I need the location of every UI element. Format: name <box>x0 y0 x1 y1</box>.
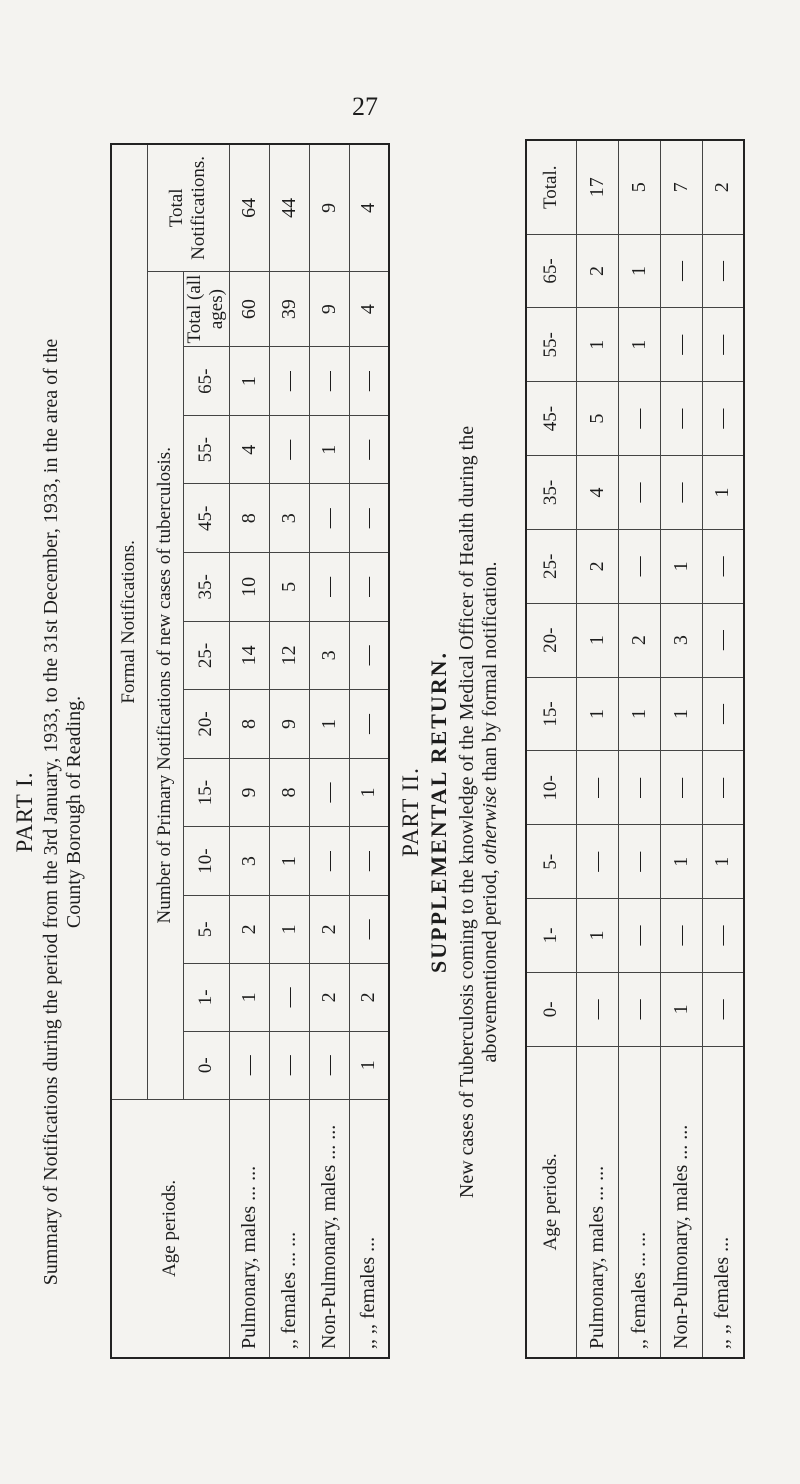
total-cell: 7 <box>660 140 702 234</box>
table-cell: — <box>702 308 744 382</box>
table-cell: — <box>618 751 660 825</box>
row-label: ,, females ... ... <box>618 1046 660 1358</box>
part2-age-periods-header: Age periods. <box>526 1046 576 1358</box>
table-row <box>618 140 660 1358</box>
table-cell: 1 <box>269 895 309 963</box>
table-cell: 1 <box>618 234 660 308</box>
table-cell: — <box>269 1031 309 1099</box>
table-cell: — <box>702 603 744 677</box>
row-label: ,, ,, females ... <box>702 1046 744 1358</box>
total-all-ages-cell: 60 <box>229 271 269 347</box>
age-column-header: 15- <box>183 758 229 827</box>
table-cell: — <box>349 347 389 416</box>
table-row <box>269 144 309 1358</box>
table-row <box>702 140 744 1358</box>
age-column-header: 55- <box>183 415 229 484</box>
table-cell: 1 <box>309 690 349 759</box>
part1-primary-notifications-header: Number of Primary Notifications of new cases of tuberculosis. <box>147 271 183 1099</box>
table-cell: — <box>349 895 389 963</box>
table-cell: — <box>309 347 349 416</box>
part2-total-header: Total. <box>526 140 576 234</box>
table-cell: 1 <box>660 529 702 603</box>
table-cell: 8 <box>229 484 269 553</box>
table-cell: 2 <box>618 603 660 677</box>
table-cell: 1 <box>309 415 349 484</box>
table-cell: — <box>229 1031 269 1099</box>
total-all-ages-header: Total (all ages) <box>183 271 229 347</box>
age-column-header: 10- <box>183 827 229 896</box>
table-cell: 3 <box>229 827 269 896</box>
total-all-ages-cell: 9 <box>309 271 349 347</box>
table-row <box>349 144 389 1358</box>
table-cell: — <box>576 751 618 825</box>
part1-title: PART I. <box>12 771 37 853</box>
table-row <box>309 144 349 1358</box>
age-column-header: 55- <box>526 308 576 382</box>
table-cell: — <box>349 553 389 622</box>
table-cell: 2 <box>309 963 349 1031</box>
part1-table <box>110 143 390 1359</box>
table-cell: 1 <box>660 825 702 899</box>
table-cell: 14 <box>229 621 269 690</box>
total-cell: 5 <box>618 140 660 234</box>
row-label: ,, ,, females ... <box>349 1099 389 1358</box>
table-cell: — <box>702 899 744 973</box>
table-row <box>576 140 618 1358</box>
row-label: Non-Pulmonary, males ... ... <box>309 1099 349 1358</box>
part1-subtitle <box>40 252 86 1372</box>
table-cell: — <box>576 825 618 899</box>
table-cell: 2 <box>576 529 618 603</box>
table-cell: 1 <box>702 456 744 530</box>
table-cell: 2 <box>349 963 389 1031</box>
table-cell: 1 <box>702 825 744 899</box>
table-cell: 1 <box>576 603 618 677</box>
part2-title: PART II. <box>398 767 423 857</box>
age-column-header: 0- <box>526 972 576 1046</box>
table-cell: 3 <box>269 484 309 553</box>
table-cell: — <box>702 234 744 308</box>
total-all-ages-cell: 4 <box>349 271 389 347</box>
age-column-header: 20- <box>183 690 229 759</box>
table-cell: — <box>269 347 309 416</box>
table-cell: 3 <box>660 603 702 677</box>
row-label: Pulmonary, males ... ... <box>229 1099 269 1358</box>
table-cell: — <box>349 415 389 484</box>
table-cell: 1 <box>229 347 269 416</box>
table-cell: 8 <box>269 758 309 827</box>
table-row <box>660 140 702 1358</box>
table-cell: — <box>660 899 702 973</box>
table-cell: — <box>618 972 660 1046</box>
table-cell: 10 <box>229 553 269 622</box>
part1-subtitle-line2: County Borough of Reading. <box>63 695 85 929</box>
part1-total-notifications-header: Total Notifications. <box>147 144 229 271</box>
table-cell: — <box>309 553 349 622</box>
table-cell: — <box>269 415 309 484</box>
table-cell: 1 <box>576 677 618 751</box>
table-cell: 1 <box>229 963 269 1031</box>
table-cell: — <box>660 308 702 382</box>
age-column-header: 35- <box>526 456 576 530</box>
table-cell: 1 <box>618 308 660 382</box>
part2-subtitle: SUPPLEMENTAL RETURN. <box>426 651 451 973</box>
table-cell: 8 <box>229 690 269 759</box>
table-cell: — <box>309 484 349 553</box>
total-all-ages-cell: 39 <box>269 271 309 347</box>
table-cell: — <box>309 827 349 896</box>
table-cell: — <box>309 758 349 827</box>
part1-formal-notifications-header: Formal Notifications. <box>111 144 147 1099</box>
table-cell: — <box>269 963 309 1031</box>
table-cell: — <box>618 382 660 456</box>
age-column-header: 45- <box>183 484 229 553</box>
table-cell: — <box>349 484 389 553</box>
part2-header-row <box>526 140 576 1358</box>
age-column-header: 65- <box>183 347 229 416</box>
table-cell: 9 <box>269 690 309 759</box>
table-cell: 2 <box>229 895 269 963</box>
age-column-header: 5- <box>183 895 229 963</box>
table-cell: 9 <box>229 758 269 827</box>
row-label: Non-Pulmonary, males ... ... <box>660 1046 702 1358</box>
table-cell: 3 <box>309 621 349 690</box>
table-cell: — <box>660 382 702 456</box>
table-cell: 1 <box>349 1031 389 1099</box>
table-cell: — <box>660 234 702 308</box>
part1-age-periods-header: Age periods. <box>111 1099 229 1358</box>
table-cell: — <box>660 456 702 530</box>
row-label: ,, females ... ... <box>269 1099 309 1358</box>
table-cell: 1 <box>660 972 702 1046</box>
table-cell: — <box>702 972 744 1046</box>
table-cell: 1 <box>660 677 702 751</box>
part2-description-line1: New cases of Tuberculosis coming to the knowledge of the Medical Officer of Health during the <box>456 425 478 1199</box>
part2-table <box>525 139 745 1359</box>
table-cell: — <box>618 529 660 603</box>
table-cell: — <box>618 456 660 530</box>
part1-subtitle-line1: Summary of Notifications during the period from the 3rd January, 1933, to the 31st December, 1933, in the area of the <box>40 338 62 1286</box>
table-cell: — <box>618 825 660 899</box>
age-column-header: 45- <box>526 382 576 456</box>
table-cell: 5 <box>576 382 618 456</box>
age-column-header: 25- <box>526 529 576 603</box>
table-cell: — <box>702 677 744 751</box>
table-cell: 2 <box>576 234 618 308</box>
table-cell: — <box>349 827 389 896</box>
total-notifications-cell: 4 <box>349 144 389 271</box>
table-cell: — <box>618 899 660 973</box>
table-cell: 4 <box>229 415 269 484</box>
age-column-header: 1- <box>526 899 576 973</box>
table-cell: 2 <box>309 895 349 963</box>
table-cell: — <box>349 690 389 759</box>
table-cell: 1 <box>576 899 618 973</box>
part2-description-line2: abovementioned period, otherwise than by formal notification. <box>479 561 501 1063</box>
table-cell: — <box>660 751 702 825</box>
table-cell: 12 <box>269 621 309 690</box>
age-column-header: 20- <box>526 603 576 677</box>
table-cell: 5 <box>269 553 309 622</box>
table-cell: — <box>702 751 744 825</box>
age-column-header: 1- <box>183 963 229 1031</box>
table-cell: 1 <box>618 677 660 751</box>
total-cell: 17 <box>576 140 618 234</box>
table-cell: — <box>702 382 744 456</box>
table-cell: — <box>349 621 389 690</box>
table-cell: — <box>702 529 744 603</box>
age-column-header: 65- <box>526 234 576 308</box>
total-notifications-cell: 44 <box>269 144 309 271</box>
table-cell: 4 <box>576 456 618 530</box>
age-column-header: 0- <box>183 1031 229 1099</box>
table-cell: — <box>576 972 618 1046</box>
age-column-header: 5- <box>526 825 576 899</box>
table-cell: 1 <box>349 758 389 827</box>
age-column-header: 10- <box>526 751 576 825</box>
total-notifications-cell: 64 <box>229 144 269 271</box>
age-column-header: 25- <box>183 621 229 690</box>
table-cell: — <box>309 1031 349 1099</box>
part2-description <box>456 252 502 1372</box>
page-number: 27 <box>352 92 378 121</box>
age-column-header: 15- <box>526 677 576 751</box>
table-row <box>229 144 269 1358</box>
row-label: Pulmonary, males ... ... <box>576 1046 618 1358</box>
age-column-header: 35- <box>183 553 229 622</box>
table-cell: 1 <box>269 827 309 896</box>
total-notifications-cell: 9 <box>309 144 349 271</box>
total-cell: 2 <box>702 140 744 234</box>
table-cell: 1 <box>576 308 618 382</box>
